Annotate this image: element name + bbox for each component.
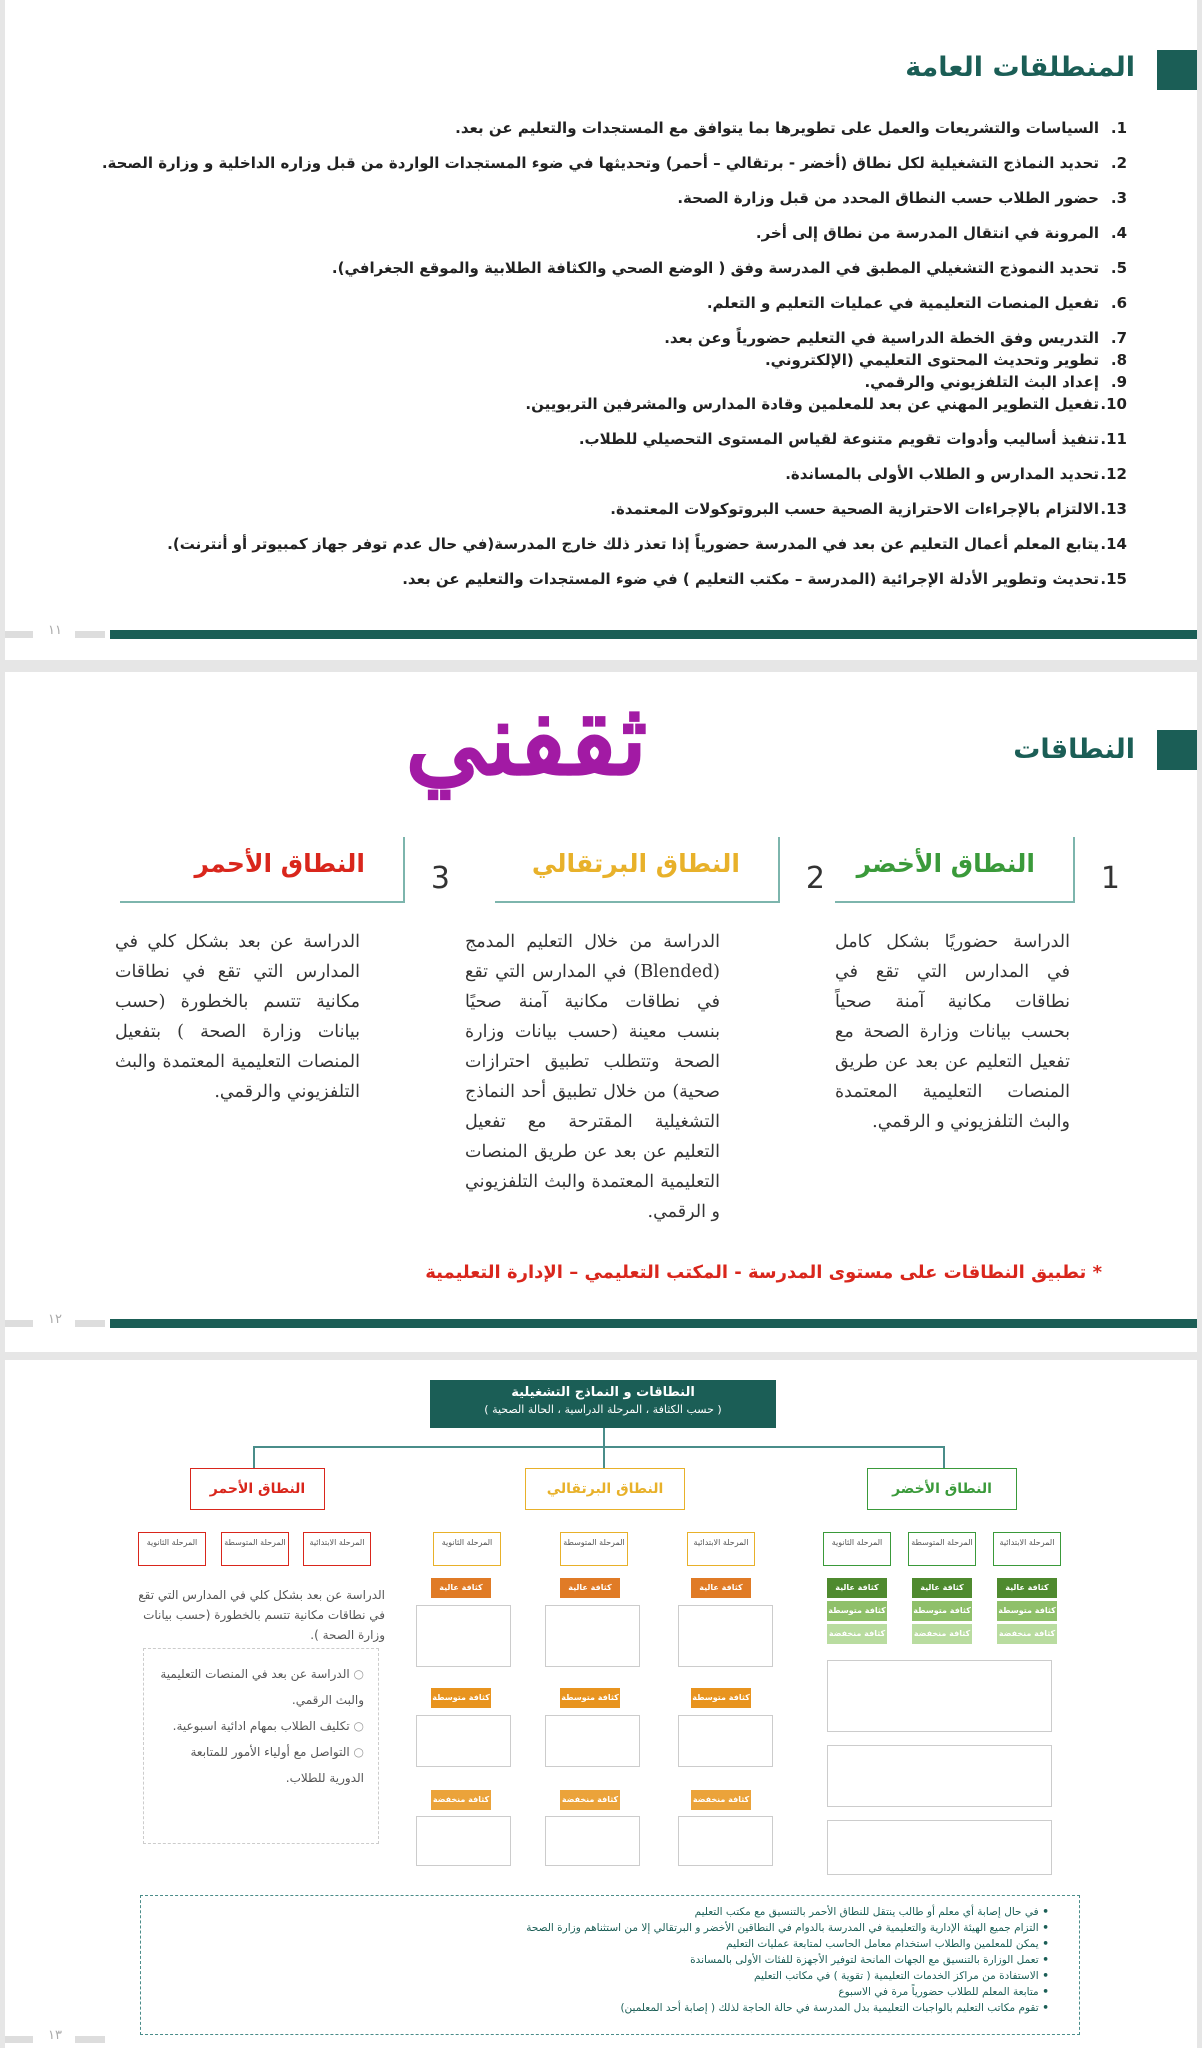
orange-stage-primary: المرحلة الابتدائية bbox=[687, 1532, 755, 1566]
page-footer bbox=[5, 623, 1197, 640]
principle-number: 7. bbox=[1110, 329, 1127, 347]
zone-red-header bbox=[120, 837, 450, 903]
principle-item bbox=[77, 534, 1127, 569]
principle-text: تفعيل المنصات التعليمية في عمليات التعليم و التعلم. bbox=[706, 294, 1099, 312]
principle-number: 6. bbox=[1110, 294, 1127, 312]
zone-green-number: 1 bbox=[1100, 861, 1120, 896]
orange-level-low: كثافة منخفضة bbox=[431, 1790, 491, 1810]
red-stage-secondary: المرحلة الثانوية bbox=[138, 1532, 206, 1566]
red-bullet: ○ تكليف الطلاب بمهام ادائية اسبوعية. bbox=[158, 1713, 364, 1739]
zone-green-box: النطاق الأخضر bbox=[867, 1468, 1017, 1510]
principle-text: يتابع المعلم أعمال التعليم عن بعد في المدرسة حضورياً إذا تعذر ذلك خارج المدرسة(في حال عدم توفر جهاز كمبيوتر أو أنترنت). bbox=[167, 535, 1099, 553]
zone-orange-number: 2 bbox=[805, 861, 825, 896]
diagram-title-sub: ( حسب الكثافة ، المرحلة الدراسية ، الحالة الصحية ) bbox=[484, 1403, 722, 1416]
orange-level-medium: كثافة متوسطة bbox=[431, 1688, 491, 1708]
principle-number: 5. bbox=[1110, 259, 1127, 277]
orange-level-medium: كثافة متوسطة bbox=[691, 1688, 751, 1708]
green-level-low: كثافة منخفضة bbox=[997, 1624, 1057, 1644]
red-bullet: ○ التواصل مع أولياء الأمور للمتابعة الدورية للطلاب. bbox=[158, 1739, 364, 1791]
green-stage-secondary: المرحلة الثانوية bbox=[823, 1532, 891, 1566]
principle-text: تفعيل التطوير المهني عن بعد للمعلمين وقادة المدارس والمشرفين التربويين. bbox=[525, 395, 1099, 413]
green-stage-primary: المرحلة الابتدائية bbox=[993, 1532, 1061, 1566]
orange-level-low: كثافة منخفضة bbox=[691, 1790, 751, 1810]
watermark-logo: ثقفني bbox=[405, 680, 648, 798]
principle-number: 11. bbox=[1100, 430, 1127, 448]
green-model-box bbox=[827, 1820, 1052, 1875]
principle-number: 4. bbox=[1110, 224, 1127, 242]
principle-item bbox=[77, 293, 1127, 328]
page-number: ١٢ bbox=[48, 1312, 62, 1327]
principle-text: السياسات والتشريعات والعمل على تطويرها بما يتوافق مع المستجدات والتعليم عن بعد. bbox=[455, 119, 1099, 137]
principle-text: تحديد المدارس و الطلاب الأولى بالمساندة. bbox=[785, 465, 1099, 483]
orange-model-box bbox=[416, 1715, 511, 1767]
principle-item bbox=[77, 394, 1127, 429]
principle-number: 2. bbox=[1110, 154, 1127, 172]
zones-application-note: * تطبيق النطاقات على مستوى المدرسة - المكتب التعليمي – الإدارة التعليمية bbox=[425, 1262, 1102, 1283]
title-accent-bar bbox=[1157, 730, 1197, 770]
connector-line bbox=[253, 1446, 255, 1468]
zone-orange-header bbox=[495, 837, 825, 903]
principle-number: 1. bbox=[1110, 119, 1127, 137]
orange-stage-secondary: المرحلة الثانوية bbox=[433, 1532, 501, 1566]
green-level-low: كثافة منخفضة bbox=[827, 1624, 887, 1644]
zone-red-number: 3 bbox=[430, 861, 450, 896]
zone-green-description: الدراسة حضوريًا بشكل كامل في المدارس التي تقع في نطاقات مكانية آمنة صحياً بحسب بيانات وزارة الصحة مع تفعيل التعليم عن بعد عن طريق المنصات التعليمية المعتمدة والبث التلفزيوني و الرقمي. bbox=[835, 932, 1070, 1132]
orange-model-box bbox=[545, 1605, 640, 1667]
green-level-low: كثافة منخفضة bbox=[912, 1624, 972, 1644]
green-level-medium: كثافة متوسطة bbox=[827, 1601, 887, 1621]
zone-orange-description: الدراسة من خلال التعليم المدمج (Blended) في المدارس التي تقع في نطاقات مكانية آمنة صحيًا بنسب معينة (حسب بيانات وزارة الصحة وتتطلب تطبيق احترازات صحية) من خلال تطبيق أحد النماذج التشغيلية المقترحة مع تفعيل التعليم عن بعد عن طريق المنصات التعليمية المعتمدة والبث التلفزيوني و الرقمي. bbox=[465, 932, 720, 1222]
title-accent-bar bbox=[1157, 50, 1197, 90]
zone-orange-box: النطاق البرتقالي bbox=[525, 1468, 685, 1510]
green-level-high: كثافة عالية bbox=[827, 1578, 887, 1598]
diagram-notes bbox=[140, 1895, 1080, 2035]
principle-number: 15. bbox=[1100, 570, 1127, 588]
zone-orange-title: النطاق البرتقالي bbox=[531, 849, 740, 878]
zone-red-description: الدراسة عن بعد بشكل كلي في المدارس التي تقع في نطاقات مكانية تتسم بالخطورة (حسب بيانات وزارة الصحة ) بتفعيل المنصات التعليمية المعتمدة والبث التلفزيوني والرقمي. bbox=[115, 932, 360, 1102]
orange-model-box bbox=[545, 1816, 640, 1866]
note-item: • التزام جميع الهيئة الإدارية والتعليمية في المدرسة بالدوام في النطاقين الأخضر و البرتقالي إلا من استثناهم وزارة الصحة bbox=[151, 1920, 1049, 1936]
note-item: • متابعة المعلم للطلاب حضورياً مرة في الاسبوع bbox=[151, 1984, 1049, 2000]
zone-green-header bbox=[835, 837, 1120, 903]
green-stage-intermediate: المرحلة المتوسطة bbox=[908, 1532, 976, 1566]
zone-red-title: النطاق الأحمر bbox=[194, 849, 365, 878]
page-title: النطاقات bbox=[1013, 734, 1135, 765]
orange-level-medium: كثافة متوسطة bbox=[560, 1688, 620, 1708]
orange-level-high: كثافة عالية bbox=[431, 1578, 491, 1598]
principle-number: 12. bbox=[1100, 465, 1127, 483]
orange-model-box bbox=[678, 1816, 773, 1866]
principle-text: حضور الطلاب حسب النطاق المحدد من قبل وزارة الصحة. bbox=[677, 189, 1099, 207]
principle-number: 3. bbox=[1110, 189, 1127, 207]
principle-number: 9. bbox=[1110, 373, 1127, 391]
red-zone-summary: الدراسة عن بعد بشكل كلي في المدارس التي تقع في نطاقات مكانية تتسم بالخطورة (حسب بيانات وزارة الصحة ). bbox=[138, 1588, 385, 1642]
principle-text: تنفيذ أساليب وأدوات تقويم متنوعة لقياس المستوى التحصيلي للطلاب. bbox=[578, 430, 1099, 448]
principle-item bbox=[77, 372, 1127, 394]
principle-text: الالتزام بالإجراءات الاحترازية الصحية حسب البروتوكولات المعتمدة. bbox=[610, 500, 1099, 518]
principle-text: إعداد البث التلفزيوني والرقمي. bbox=[864, 373, 1099, 391]
page-footer bbox=[5, 2028, 1197, 2045]
orange-model-box bbox=[545, 1715, 640, 1767]
principle-number: 10. bbox=[1100, 395, 1127, 413]
red-zone-bullets bbox=[143, 1648, 379, 1844]
principle-text: تحديث وتطوير الأدلة الإجرائية (المدرسة – مكتب التعليم ) في ضوء المستجدات والتعليم عن بعد. bbox=[402, 570, 1099, 588]
page-footer bbox=[5, 1312, 1197, 1329]
red-bullet: ○ الدراسة عن بعد في المنصات التعليمية والبث الرقمي. bbox=[158, 1661, 364, 1713]
note-item: • يمكن للمعلمين والطلاب استخدام معامل الحاسب لمتابعة عمليات التعليم bbox=[151, 1936, 1049, 1952]
diagram-title bbox=[430, 1380, 776, 1428]
principle-item bbox=[77, 118, 1127, 153]
principle-number: 14. bbox=[1100, 535, 1127, 553]
orange-model-box bbox=[678, 1605, 773, 1667]
principle-text: التدريس وفق الخطة الدراسية في التعليم حضورياً وعن بعد. bbox=[664, 329, 1099, 347]
principle-text: تحديد النموذج التشغيلي المطبق في المدرسة وفق ( الوضع الصحي والكثافة الطلابية والموقع الجغرافي). bbox=[331, 259, 1099, 277]
page-number: ١١ bbox=[48, 623, 62, 638]
principle-item bbox=[77, 188, 1127, 223]
slide-zones bbox=[5, 672, 1197, 1352]
principle-text: المرونة في انتقال المدرسة من نطاق إلى أخر. bbox=[755, 224, 1099, 242]
principle-item bbox=[77, 153, 1127, 188]
green-model-box bbox=[827, 1745, 1052, 1807]
page-title: المنطلقات العامة bbox=[905, 52, 1135, 83]
green-level-medium: كثافة متوسطة bbox=[912, 1601, 972, 1621]
connector-line bbox=[253, 1446, 945, 1448]
orange-level-low: كثافة منخفضة bbox=[560, 1790, 620, 1810]
connector-line bbox=[603, 1428, 605, 1446]
page-number: ١٣ bbox=[48, 2028, 62, 2043]
principle-item bbox=[77, 258, 1127, 293]
principle-item bbox=[77, 464, 1127, 499]
green-level-high: كثافة عالية bbox=[997, 1578, 1057, 1598]
principle-text: تطوير وتحديث المحتوى التعليمي (الإلكتروني. bbox=[764, 351, 1099, 369]
orange-level-high: كثافة عالية bbox=[560, 1578, 620, 1598]
principle-item bbox=[77, 223, 1127, 258]
orange-stage-intermediate: المرحلة المتوسطة bbox=[560, 1532, 628, 1566]
red-stage-primary: المرحلة الابتدائية bbox=[303, 1532, 371, 1566]
green-level-medium: كثافة متوسطة bbox=[997, 1601, 1057, 1621]
note-item: • تعمل الوزارة بالتنسيق مع الجهات المانحة لتوفير الأجهزة للفئات الأولى بالمساندة bbox=[151, 1952, 1049, 1968]
green-model-box bbox=[827, 1660, 1052, 1732]
orange-model-box bbox=[416, 1816, 511, 1866]
principle-item bbox=[77, 569, 1127, 604]
slide-general-principles bbox=[5, 0, 1197, 660]
zone-green-title: النطاق الأخضر bbox=[856, 849, 1035, 878]
note-item: • الاستفادة من مراكز الخدمات التعليمية ( تقوية ) في مكاتب التعليم bbox=[151, 1968, 1049, 1984]
orange-level-high: كثافة عالية bbox=[691, 1578, 751, 1598]
connector-line bbox=[603, 1446, 605, 1468]
orange-model-box bbox=[678, 1715, 773, 1767]
slide-zones-operational-models bbox=[5, 1360, 1197, 2048]
principles-list bbox=[77, 118, 1127, 604]
red-stage-intermediate: المرحلة المتوسطة bbox=[221, 1532, 289, 1566]
principle-text: تحديد النماذج التشغيلية لكل نطاق (أخضر - برتقالي – أحمر) وتحديثها في ضوء المستجدات الواردة من قبل وزاره الداخلية و وزارة الصحة. bbox=[101, 154, 1099, 172]
zone-red-box: النطاق الأحمر bbox=[190, 1468, 325, 1510]
note-item: • تقوم مكاتب التعليم بالواجبات التعليمية بدل المدرسة في حالة الحاجة لذلك ( إصابة أحد المعلمين) bbox=[151, 2000, 1049, 2016]
note-item: • في حال إصابة أي معلم أو طالب ينتقل للنطاق الأحمر بالتنسيق مع مكتب التعليم bbox=[151, 1904, 1049, 1920]
principle-item bbox=[77, 328, 1127, 350]
diagram-title-main: النطاقات و النماذج التشغيلية bbox=[511, 1385, 695, 1400]
principle-item bbox=[77, 350, 1127, 372]
principle-number: 8. bbox=[1110, 351, 1127, 369]
green-level-high: كثافة عالية bbox=[912, 1578, 972, 1598]
principle-item bbox=[77, 499, 1127, 534]
connector-line bbox=[943, 1446, 945, 1468]
orange-model-box bbox=[416, 1605, 511, 1667]
principle-number: 13. bbox=[1100, 500, 1127, 518]
principle-item bbox=[77, 429, 1127, 464]
